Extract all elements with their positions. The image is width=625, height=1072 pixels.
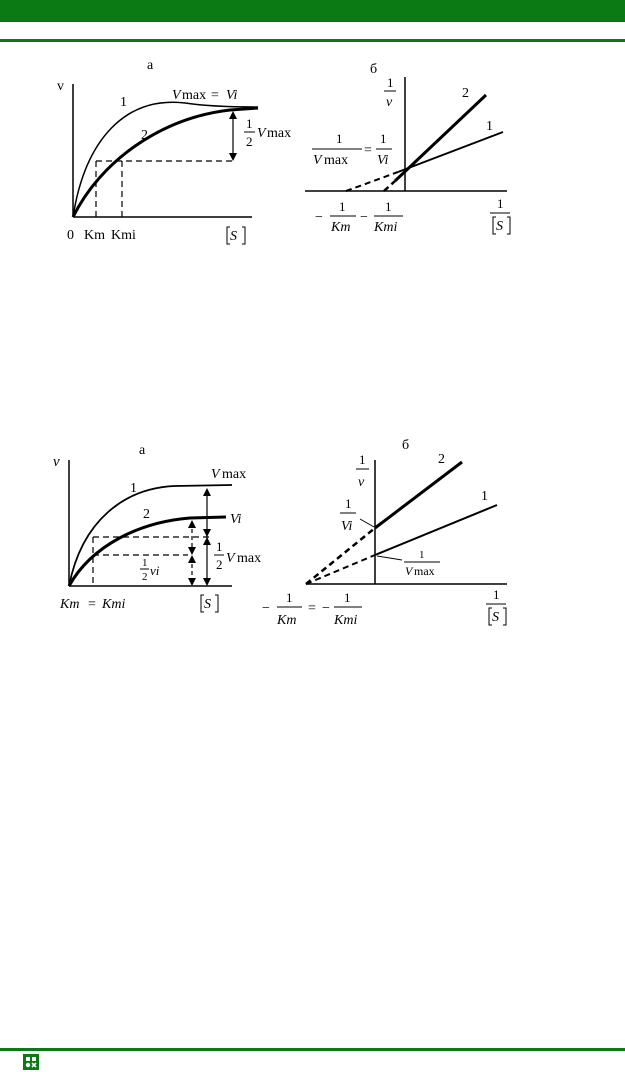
bottom-b-line-2-label: 2 — [438, 452, 445, 467]
bottom-a-y-axis-label: v — [53, 454, 60, 470]
bottom-b-line-1-label: 1 — [481, 489, 488, 504]
top-b-km-den: Km — [331, 220, 351, 235]
bottom-b-vmax-pointer — [377, 556, 402, 560]
bottom-b-y-den: v — [358, 475, 365, 490]
top-a-x-zero: 0 — [67, 228, 74, 243]
bottom-b-kmi-den: Kmi — [334, 613, 358, 628]
top-a-vmax-v: V — [172, 88, 181, 103]
top-a-x-km: Km — [84, 228, 105, 243]
bottom-b-equals: = — [308, 601, 316, 616]
bottom-a-km: Km — [60, 597, 80, 612]
bottom-a-vi: Vi — [230, 512, 242, 527]
top-b-line-2-label: 2 — [462, 86, 469, 101]
bottom-a-arrowhead-vmax-up2 — [203, 537, 211, 545]
top-a-half-num: 1 — [246, 116, 253, 131]
bottom-a-vmax-max: max — [222, 467, 247, 482]
bottom-a-arrowhead-vmax-down2 — [203, 578, 211, 586]
top-b-y-num: 1 — [387, 75, 394, 90]
bottom-a-arrowhead-vi-down2 — [188, 578, 196, 586]
top-b-label: б — [370, 62, 378, 77]
bottom-b-minus-2: − — [322, 601, 330, 616]
bottom-a-half-vi-num: 1 — [142, 557, 148, 569]
top-a-half-den: 2 — [246, 134, 253, 149]
top-b-eq-left-num: 1 — [336, 131, 343, 146]
bottom-b-line-1-dash — [306, 555, 375, 584]
bottom-b-line-2 — [375, 462, 462, 528]
bottom-a-half-vi: vi — [150, 563, 160, 578]
top-a-curve-2-label: 2 — [141, 128, 148, 143]
top-b-eq-left-v: V — [313, 153, 322, 168]
top-b-kmi-num: 1 — [385, 199, 392, 214]
bottom-b-x-num: 1 — [493, 587, 500, 602]
bottom-a-half-vi-den: 2 — [142, 571, 148, 583]
bottom-b-vi-num: 1 — [345, 496, 352, 511]
bottom-a-label: а — [139, 443, 146, 458]
top-a-curve-1-label: 1 — [120, 95, 127, 110]
top-a-vmax-max: max — [182, 88, 207, 103]
bottom-b-kmi-num: 1 — [344, 590, 351, 605]
top-a-vmax-equals: = — [211, 88, 219, 103]
top-b-eq-left-max: max — [324, 153, 349, 168]
top-b-km-num: 1 — [339, 199, 346, 214]
bottom-a-kmi: Kmi — [102, 597, 126, 612]
bottom-a-arrowhead-vmax-up — [203, 488, 211, 496]
bottom-a-curve-2-label: 2 — [143, 507, 150, 522]
bottom-b-label: б — [402, 438, 410, 453]
top-b-eq-right-den: Vi — [377, 153, 389, 168]
bottom-a-arrowhead-vi-up — [188, 520, 196, 528]
top-b-eq-right-num: 1 — [380, 131, 387, 146]
top-b-kmi-den: Kmi — [374, 220, 398, 235]
bottom-panel-b — [262, 438, 507, 628]
bottom-b-line-2-dash — [306, 528, 375, 584]
bottom-b-x-den: S — [492, 610, 499, 625]
bottom-b-vmax-max: max — [414, 564, 435, 578]
top-b-line-1-label: 1 — [486, 119, 493, 134]
top-b-x-den: S — [496, 219, 503, 234]
top-a-half-max: max — [267, 126, 292, 141]
top-a-x-s: S — [230, 229, 237, 244]
bottom-b-vi-pointer — [360, 519, 374, 527]
top-a-x-kmi: Kmi — [111, 228, 136, 243]
top-a-half-v: V — [257, 126, 266, 141]
bottom-b-vmax-v: V — [405, 564, 413, 578]
bottom-a-arrowhead-vmax-down — [203, 529, 211, 537]
bottom-b-minus-1: − — [262, 601, 270, 616]
top-b-minus-1: − — [315, 210, 323, 225]
bottom-a-curve-1-label: 1 — [130, 481, 137, 496]
top-b-x-num: 1 — [497, 196, 504, 211]
bottom-a-half-den: 2 — [216, 557, 223, 572]
bottom-b-km-den: Km — [277, 613, 297, 628]
bottom-a-half-num: 1 — [216, 539, 223, 554]
top-b-eq-equals: = — [364, 143, 372, 158]
bottom-a-half-max: max — [237, 551, 262, 566]
bottom-a-equals: = — [88, 597, 96, 612]
bottom-b-km-num: 1 — [286, 590, 293, 605]
bottom-a-arrowhead-vi-up2 — [188, 555, 196, 563]
bottom-panel-a — [53, 443, 261, 612]
bottom-b-y-num: 1 — [359, 452, 366, 467]
bottom-a-arrowhead-vi-down — [188, 547, 196, 555]
bottom-a-half-v: V — [226, 551, 235, 566]
bottom-b-vi-den: Vi — [341, 519, 353, 534]
bottom-rule — [0, 1048, 625, 1051]
top-b-y-den: v — [386, 95, 393, 110]
bottom-a-vmax-v: V — [211, 467, 220, 482]
logo-icon — [23, 1054, 39, 1070]
bottom-b-vmax-num: 1 — [419, 549, 425, 561]
top-b-minus-2: − — [360, 210, 368, 225]
top-a-vmax-vi: Vi — [226, 88, 238, 103]
bottom-a-x-s: S — [204, 597, 211, 612]
top-a-y-axis-label: v — [57, 79, 64, 94]
top-a-label: а — [147, 58, 154, 73]
